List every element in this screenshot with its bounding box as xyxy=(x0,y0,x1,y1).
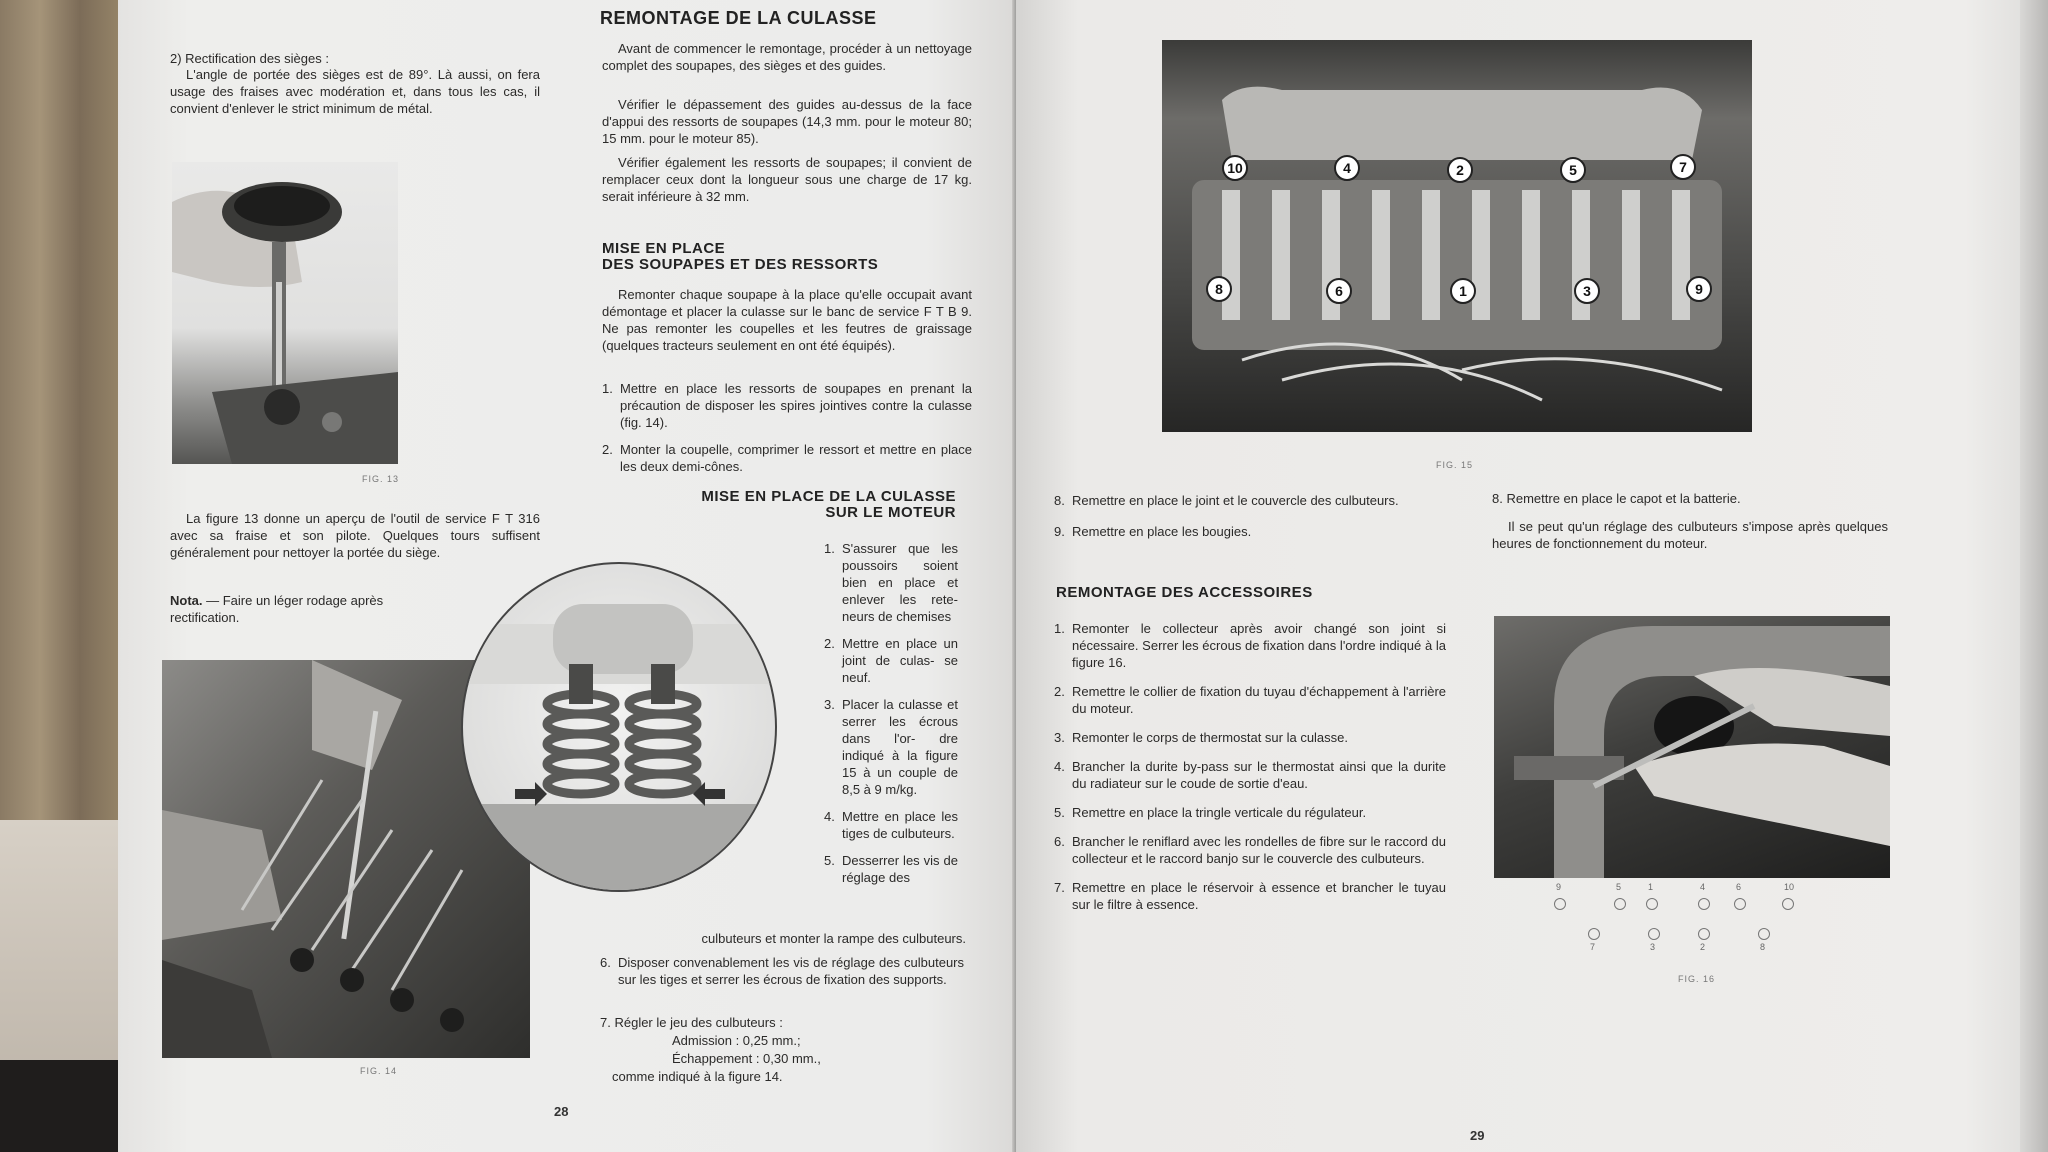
page-edge xyxy=(2020,0,2048,1152)
item7 xyxy=(600,1014,964,1031)
fig15-label: 2 xyxy=(1447,157,1473,183)
remontage-p3: Vérifier également les ressorts de soupapes; il convient de remplacer ceux dont la longueur sous une charge de 17 kg. serait inférieure à 32 mm. xyxy=(602,155,972,204)
fig15-label: 8 xyxy=(1206,276,1232,302)
list-item: 2. Monter la coupelle, comprimer le ressort et mettre en place les deux demi-cônes. xyxy=(602,442,972,474)
fig16-nut xyxy=(1588,928,1600,940)
fig16-label: 4 xyxy=(1700,882,1706,892)
right-page xyxy=(1016,0,2048,1152)
item7-number: 7. xyxy=(600,1015,611,1030)
fig15-label: 6 xyxy=(1326,278,1352,304)
fig16-nut xyxy=(1614,898,1626,910)
fig16-nut xyxy=(1698,928,1710,940)
mise-soupapes-paragraph: Remonter chaque soupape à la place qu'elle occupait avant démontage et placer la culasse sur le banc de service F T B 9. Ne pas remonter les coupelles et les feutres de graissage (quelques tracteurs seulement en ont été équipés). xyxy=(602,287,972,353)
fig16-nut xyxy=(1646,898,1658,910)
fig15-label: 5 xyxy=(1560,157,1586,183)
list-item: 7. Remettre en place le réservoir à essence et brancher le tuyau sur le filtre à essence. xyxy=(1054,880,1446,912)
rectification-body: L'angle de portée des sièges est de 89°. Là aussi, on fera usage des fraises avec modération et, dans tous les cas, il convient d'enlever le strict minimum de métal. xyxy=(170,67,540,116)
fig16-photo xyxy=(1494,616,1890,878)
spring-detail-inset xyxy=(461,562,777,892)
item5-continuation: culbuteurs et monter la rampe des culbuteurs. xyxy=(701,931,966,946)
fig16-nut xyxy=(1758,928,1770,940)
list-item: 5. Desserrer les vis de réglage des xyxy=(824,853,958,885)
table-corner xyxy=(0,1060,130,1152)
fig16-label: 6 xyxy=(1736,882,1742,892)
mise-culasse-title-2: SUR LE MOTEUR xyxy=(825,504,956,521)
list-item: 2. Mettre en place un joint de culas- se neuf. xyxy=(824,636,958,685)
list-item: 1. Remonter le collecteur après avoir changé son joint si nécessaire. Serrer les écrous de fixation dans l'ordre indiqué à la figure 16. xyxy=(1054,621,1446,670)
fig16-label: 8 xyxy=(1760,942,1766,952)
right-col1-list xyxy=(1054,492,1442,550)
mise-culasse-list xyxy=(824,540,958,896)
list-item: 6. Disposer convenablement les vis de réglage des culbuteurs sur les tiges et serrer les écrous de fixation des supports. xyxy=(600,955,964,987)
fig16-caption: FIG. 16 xyxy=(1678,974,1716,984)
fig16-label: 7 xyxy=(1590,942,1596,952)
remontage-accessoires-title: REMONTAGE DES ACCESSOIRES xyxy=(1056,584,1313,601)
mise-culasse-title-1: MISE EN PLACE DE LA CULASSE xyxy=(701,488,956,505)
list-item: 4. Mettre en place les tiges de culbuteurs. xyxy=(824,809,958,841)
fig15-label: 9 xyxy=(1686,276,1712,302)
fig16-label: 5 xyxy=(1616,882,1622,892)
list-item: 3. Placer la culasse et serrer les écrous dans l'or- dre indiqué à la figure 15 à un couple de 8,5 à 9 m/kg. xyxy=(824,697,958,797)
remontage-culasse-title: REMONTAGE DE LA CULASSE xyxy=(600,8,877,28)
fig16-label: 1 xyxy=(1648,882,1654,892)
nota xyxy=(170,592,420,626)
accessoires-list xyxy=(1054,620,1446,923)
fig16-nut xyxy=(1734,898,1746,910)
list-item: 9. Remettre en place les bougies. xyxy=(1054,524,1252,539)
item7-title: Régler le jeu des culbuteurs : xyxy=(614,1015,783,1030)
fig16-nut xyxy=(1554,898,1566,910)
fig15-label: 7 xyxy=(1670,154,1696,180)
list-item: 3. Remonter le corps de thermostat sur la culasse. xyxy=(1054,730,1349,745)
list-item: 1. S'assurer que les poussoirs soient bien en place et enlever les rete- neurs de chemises xyxy=(824,541,958,624)
fig15-label: 3 xyxy=(1574,278,1600,304)
mise-soupapes-title-2: DES SOUPAPES ET DES RESSORTS xyxy=(602,256,879,273)
fig16-label: 2 xyxy=(1700,942,1706,952)
page-number-right: 29 xyxy=(1470,1128,1485,1143)
remontage-p1: Avant de commencer le remontage, procéder à un nettoyage complet des soupapes, des sièges et des guides. xyxy=(602,41,972,73)
item7-echappement: Échappement : 0,30 mm., xyxy=(672,1051,821,1066)
right-col2-item8: 8. Remettre en place le capot et la batterie. xyxy=(1492,491,1741,506)
fig14-caption: FIG. 14 xyxy=(360,1066,398,1076)
list-item: 2. Remettre le collier de fixation du tuyau d'échappement à l'arrière du moteur. xyxy=(1054,684,1446,716)
fig13-caption: FIG. 13 xyxy=(362,474,400,484)
mise-soupapes-list xyxy=(602,380,972,485)
list-item: 5. Remettre en place la tringle verticale du régulateur. xyxy=(1054,805,1367,820)
rectification-title: 2) Rectification des sièges : xyxy=(170,51,329,66)
list-item: 1. Mettre en place les ressorts de soupapes en prenant la précaution de disposer les spires jointives contre la culasse (fig. 14). xyxy=(602,381,972,430)
nota-label: Nota. xyxy=(170,593,203,608)
fig16-nut xyxy=(1648,928,1660,940)
fig15-caption: FIG. 15 xyxy=(1436,460,1474,470)
remontage-p2: Vérifier le dépassement des guides au-dessus de la face d'appui des ressorts de soupapes (14,3 mm. pour le moteur 80; 15 mm. pour le moteur 85). xyxy=(602,97,972,146)
fig16-label: 10 xyxy=(1784,882,1795,892)
fig13-description: La figure 13 donne un aperçu de l'outil de service F T 316 avec sa fraise et son pilote. Quelques tours suffisent généralement pour nettoyer la portée du siège. xyxy=(170,511,540,560)
item7-admission: Admission : 0,25 mm.; xyxy=(672,1033,801,1048)
item7-end: comme indiqué à la figure 14. xyxy=(612,1069,783,1084)
list-item: 6. Brancher le reniflard avec les rondelles de fibre sur le raccord du collecteur et le raccord banjo sur le couvercle des culbuteurs. xyxy=(1054,834,1446,866)
mise-soupapes-title-1: MISE EN PLACE xyxy=(602,240,726,257)
fig13-photo xyxy=(172,162,398,464)
page-number-left: 28 xyxy=(554,1104,569,1119)
fig15-label: 4 xyxy=(1334,155,1360,181)
right-col2-note: Il se peut qu'un réglage des culbuteurs s'impose après quelques heures de fonctionnement du moteur. xyxy=(1492,519,1888,551)
fig16-nut xyxy=(1698,898,1710,910)
list-item: 8. Remettre en place le joint et le couvercle des culbuteurs. xyxy=(1054,493,1399,508)
left-page xyxy=(118,0,1016,1152)
fig16-nut xyxy=(1782,898,1794,910)
list-item: 4. Brancher la durite by-pass sur le thermostat ainsi que la durite du radiateur sur le coude de sortie d'eau. xyxy=(1054,759,1446,791)
fig15-label: 10 xyxy=(1222,155,1248,181)
fig15-label: 1 xyxy=(1450,278,1476,304)
fig16-label: 3 xyxy=(1650,942,1656,952)
nota-text: — Faire un léger rodage après rectification. xyxy=(170,593,384,625)
mise-culasse-list-cont xyxy=(600,954,964,998)
fig15-photo xyxy=(1162,40,1752,432)
fig16-label: 9 xyxy=(1556,882,1562,892)
